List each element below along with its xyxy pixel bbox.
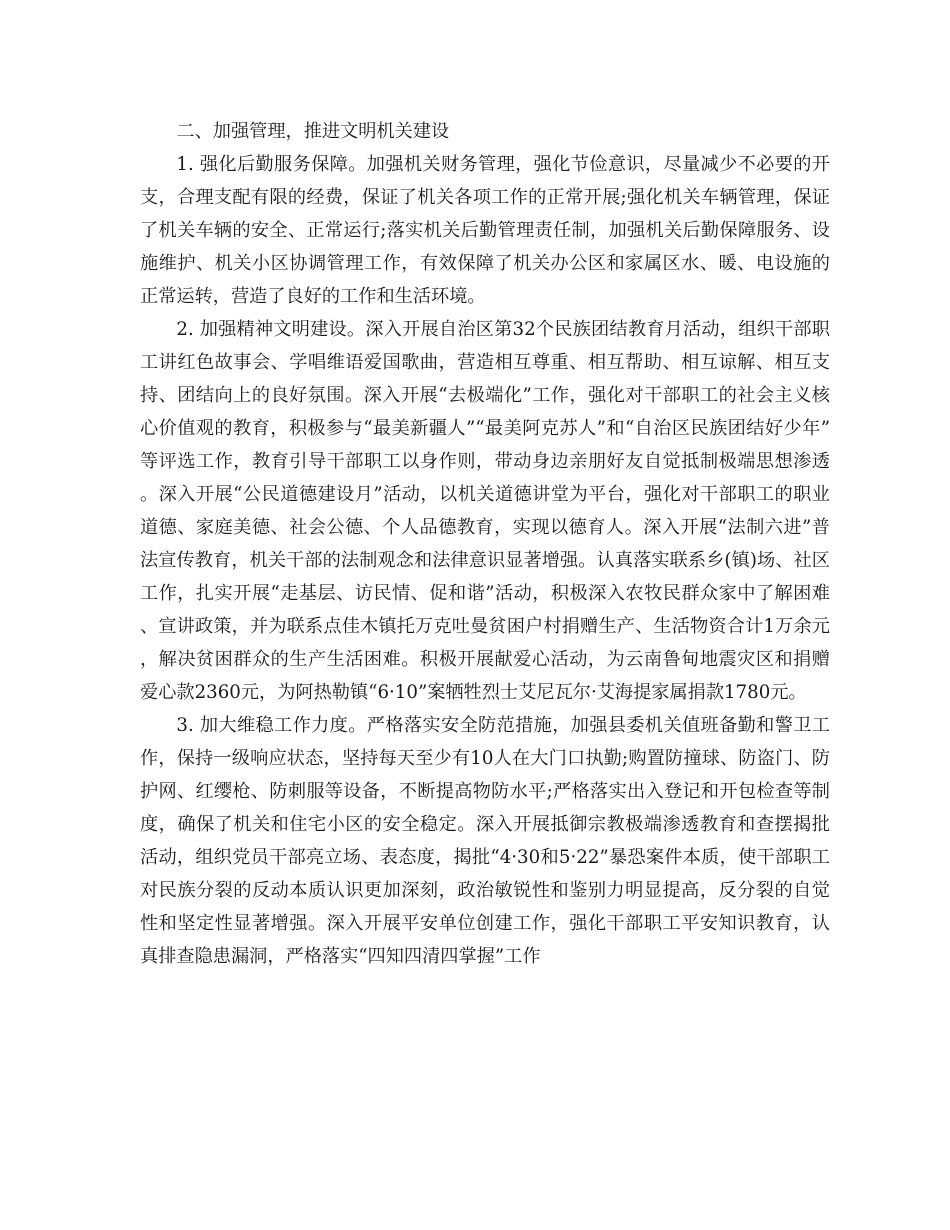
paragraph-logistics: 1. 强化后勤服务保障。加强机关财务管理，强化节俭意识，尽量减少不必要的开支，合理支配有限的经费，保证了机关各项工作的正常开展;强化机关车辆管理，保证了机关车辆的安全、正常运行;落实机关后勤管理责任制，加强机关后勤保障服务、设施维护、机关小区协调管理工作，有效保障了机关办公区和家属区水、暖、电设施的正常运转，营造了良好的工作和生活环境。 xyxy=(140,154,830,307)
section-heading: 二、加强管理，推进文明机关建设 xyxy=(176,121,450,142)
paragraph-stability: 3. 加大维稳工作力度。严格落实安全防范措施，加强县委机关值班备勤和警卫工作，保持一级响应状态，坚持每天至少有10人在大门口执勤;购置防撞球、防盗门、防护网、红缨枪、防刺服等设备，不断提高物防水平;严格落实出入登记和开包检查等制度，确保了机关和住宅小区的安全稳定。深入开展抵御宗教极端渗透教育和查摆揭批活动，组织党员干部亮立场、表态度，揭批“4·30和5·22”暴恐案件本质，使干部职工对民族分裂的反动本质认识更加深刻，政治敏锐性和鉴别力明显提高，反分裂的自觉性和坚定性显著增强。深入开展平安单位创建工作，强化干部职工平安知识教育，认真排查隐患漏洞，严格落实“四知四清四掌握”工作 xyxy=(140,715,830,967)
paragraph-spiritual-civilization: 2. 加强精神文明建设。深入开展自治区第32个民族团结教育月活动，组织干部职工讲红色故事会、学唱维语爱国歌曲，营造相互尊重、相互帮助、相互谅解、相互支持、团结向上的良好氛围。深入开展“去极端化”工作，强化对干部职工的社会主义核心价值观的教育，积极参与“最美新疆人”“最美阿克苏人”和“自治区民族团结好少年”等评选工作，教育引导干部职工以身作则，带动身边亲朋好友自觉抵制极端思想渗透。深入开展“公民道德建设月”活动，以机关道德讲堂为平台，强化对干部职工的职业道德、家庭美德、社会公德、个人品德教育，实现以德育人。深入开展“法制六进”普法宣传教育，机关干部的法制观念和法律意识显著增强。认真落实联系乡(镇)场、社区工作，扎实开展“走基层、访民情、促和谐”活动，积极深入农牧民群众家中了解困难、宣讲政策，并为联系点佳木镇托万克吐曼贫困户村捐赠生产、生活物资合计1万余元，解决贫困群众的生产生活困难。积极开展献爱心活动，为云南鲁甸地震灾区和捐赠爱心款2360元，为阿热勒镇“6·10”案牺牲烈士艾尼瓦尔·艾海提家属捐款1780元。 xyxy=(140,319,830,703)
document-body xyxy=(140,115,830,973)
